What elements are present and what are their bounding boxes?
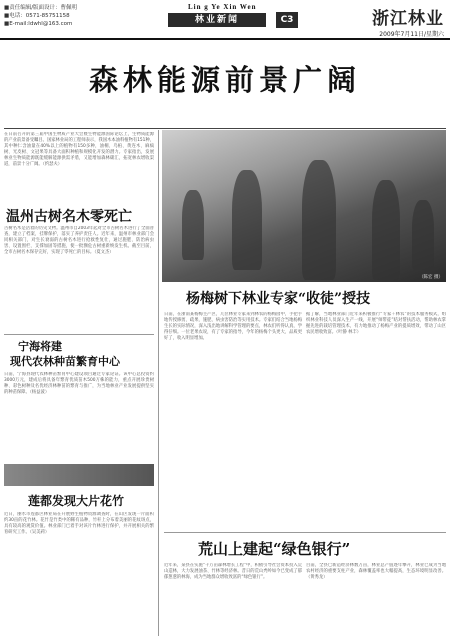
section-pinyin: Lin g Ye Xin Wen: [188, 3, 257, 11]
green-bank-text-col2: 目前，全县已新造经济林数万亩，林业总产值逐年攀升，林业已成为当地农村经济的重要支柱产业，森林覆盖率也大幅提高，生态环境明显改善。（黄秀龙）: [306, 563, 446, 580]
section-title: 林业新闻: [168, 13, 266, 27]
bamboo-photo: [4, 464, 154, 486]
ninghai-headline-line1: 宁海将建: [18, 340, 62, 353]
column-divider: [158, 130, 159, 636]
liandu-text: 近日，丽水市莲都区林业局在开展野生植物资源调查时，在山区发现一片面积约30亩的花竹林。花竹是竹类中的稀有品种，竹秆上分布着美丽的花纹斑点，具有较高的观赏价值。林业部门已着手对该片竹林进行保护，并开展相关的繁育研究工作。（吴美莉）: [4, 512, 154, 535]
yangmei-headline: 杨梅树下林业专家“收徒”授技: [186, 291, 371, 307]
headline-rule: [4, 128, 446, 129]
page-header: [0, 0, 450, 40]
email-line: ■E-mail:ldwhl@163.com: [4, 21, 73, 27]
header-rule: [0, 38, 450, 40]
green-bank-headline: 荒山上建起“绿色银行”: [198, 540, 351, 558]
lead-article-text: 在日前召开的第三届中国生物质产业大会暨生物能源国际论坛上，生物质能源的产业前景备受瞩目。国家林业局的工程师表示，我国木本油料植物有151种，其中种仁含油量在40%以上的植物有150多种，油桐、乌桕、黄连木、麻疯树、光皮树、文冠果等具备大面积种植和规模化开发的潜力。专家指出，发展林业生物质能源既能缓解能源供需矛盾，又能增加森林碳汇，拓宽林农增收渠道，前景十分广阔。（约瑟夫）: [4, 132, 154, 167]
yangmei-text-col2: 据了解，当地林业部门近年来积极推行“专家＋林农”的技术服务模式，组织林业科技人员深入生产一线，开展“师带徒”结对帮扶活动，帮助林农掌握先进的栽培管理技术，有力地推动了杨梅产业的提质增效，带动了山区农民增收致富。（叶静 林丰）: [306, 312, 446, 335]
wenzhou-text: 古树名木是活着的历史文物。温州市自2003年起对全市古树名木进行了全面普查，建立了档案，挂牌保护，落实了养护责任人。近年来，温州市林业部门会同相关部门，对生长衰弱的古树名木进行抢救性复壮，通过施肥、防治病虫害、设置围栏、支撑加固等措施，使一批濒危古树重新焕发生机。截至目前，全市古树名木保存完好，实现了零死亡的目标。（夏文杰）: [4, 226, 154, 255]
editor-line: ■责任编辑/版面设计：曹佩明: [4, 5, 78, 11]
issue-date: 2009年7月11日/星期六: [379, 31, 444, 38]
wenzhou-headline: 温州古树名木零死亡: [6, 209, 132, 225]
divider: [4, 334, 154, 335]
divider: [164, 532, 446, 533]
main-headline: 森林能源前景广阔: [88, 63, 361, 97]
photo-credit: （陈宏 摄）: [419, 275, 443, 280]
liandu-headline: 莲都发现大片花竹: [28, 494, 125, 508]
phone-line: ■电话：0571-85751158: [4, 13, 70, 19]
green-bank-text-col1: 近年来，某县在实施“千万亩森林增长工程”中，积极引导社会资本投入荒山造林，大力发展油茶、竹林等经济林。昔日的荒山秃岭如今已变成了郁郁葱葱的林海，成为当地群众增收致富的“绿色银行”。: [164, 563, 302, 580]
ninghai-headline-line2: 现代农林种苗繁育中心: [10, 355, 120, 368]
editor-info: [4, 4, 77, 28]
page-number: C3: [276, 12, 298, 28]
yangmei-text-col1: 日前，在浙南某杨梅主产区，几位林业专家来到林农的杨梅园中，手把手地传授修剪、疏果、施肥、病虫害防治等实用技术。专家们结合当地杨梅生长的实际情况，深入浅出地讲解科学管理的要点，林农们听得认真，学得仔细。一位老果农说，有了专家的指导，今年的杨梅个头更大、品质更好了，收入明显增加。: [164, 312, 302, 341]
ninghai-text: 日前，宁海县现代农林种苗繁育中心建设项目通过专家论证。该中心总投资约3000万元，建成后将具备年繁育优质苗木500万株的能力，重点开展珍贵树种、彩色树种及名优经济林种苗的繁育与推广，为当地林业产业发展提供坚实的种苗保障。（杨益波）: [4, 372, 154, 395]
masthead: 浙江林业: [372, 9, 444, 29]
forest-photo: [162, 130, 446, 282]
